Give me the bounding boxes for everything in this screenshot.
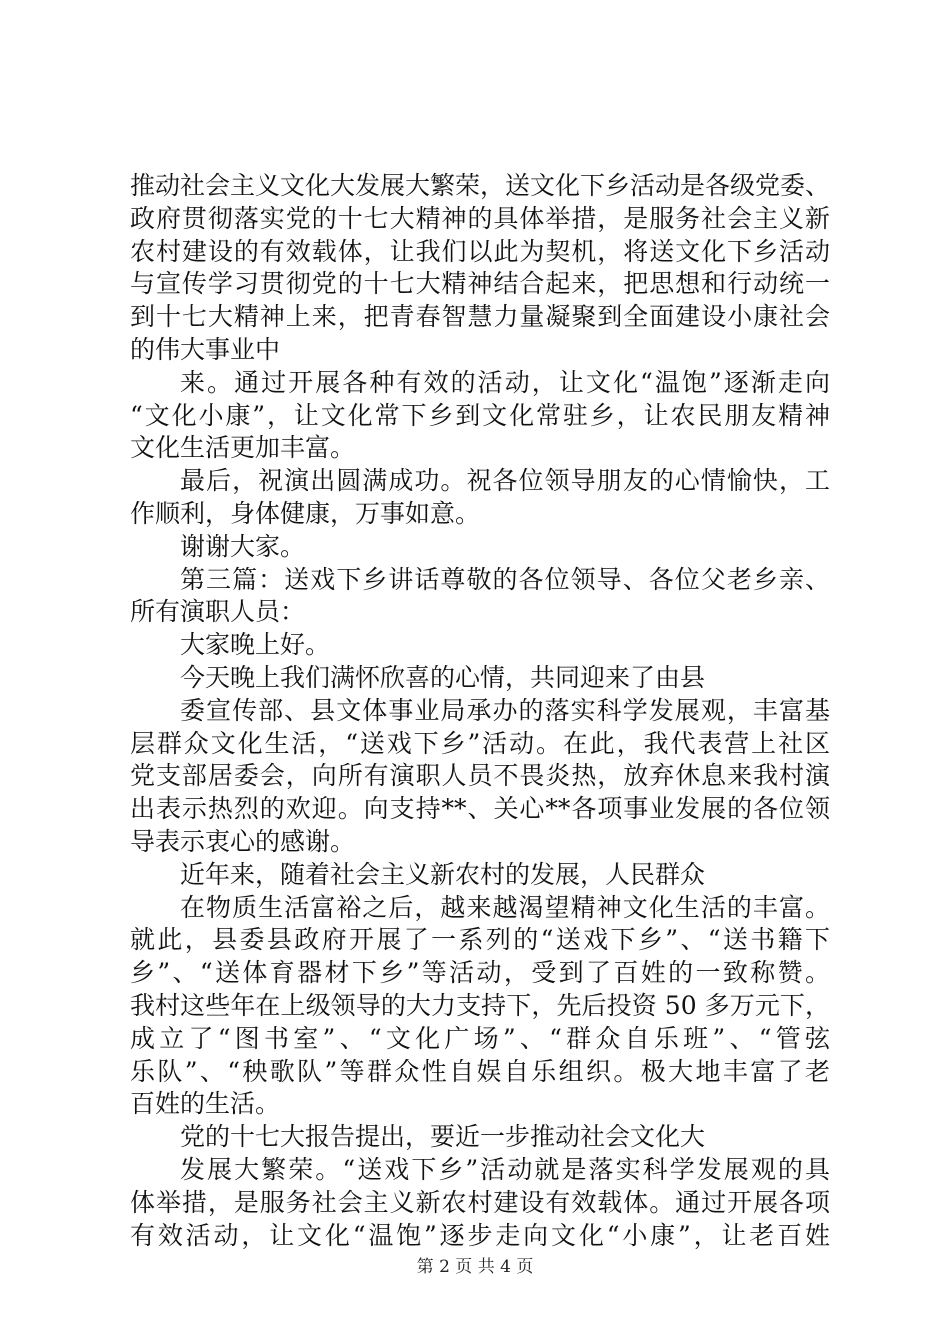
text-line: 文化生活更加丰富。: [130, 433, 356, 463]
text-line: 在物质生活富裕之后，越来越渴望精神文化生活的丰富。: [180, 892, 830, 922]
page-footer: 第 2 页 共 4 页: [416, 1257, 534, 1277]
text-line: 出表示热烈的欢迎。向支持**、关心**各项事业发展的各位领: [130, 794, 830, 824]
text-line: 百姓的生活。: [130, 1089, 281, 1119]
text-line: 近年来，随着社会主义新农村的发展，人民群众: [180, 859, 706, 889]
text-line: 的伟大事业中: [130, 334, 281, 364]
text-line: 我村这些年在上级领导的大力支持下，先后投资 50 多万元下，: [130, 990, 830, 1020]
text-line: 导表示衷心的感谢。: [130, 826, 356, 856]
text-line: 有效活动，让文化“温饱”逐步走向文化“小康”，让老百姓: [130, 1220, 830, 1250]
text-line: 就此，县委县政府开展了一系列的“送戏下乡”、“送书籍下: [130, 925, 830, 955]
text-line: 推动社会主义文化大发展大繁荣，送文化下乡活动是各级党委、: [130, 171, 830, 200]
text-line: 体举措，是服务社会主义新农村建设有效载体。通过开展各项: [130, 1187, 830, 1217]
text-line: 最后，祝演出圆满成功。祝各位领导朋友的心情愉快，工: [180, 466, 830, 496]
text-line: “文化小康”，让文化常下乡到文化常驻乡，让农民朋友精神: [130, 400, 830, 430]
text-line: 党支部居委会，向所有演职人员不畏炎热，放弃休息来我村演: [130, 761, 830, 791]
text-line: 所有演职人员：: [130, 597, 306, 627]
text-line: 作顺利，身体健康，万事如意。: [130, 498, 481, 528]
text-line: 政府贯彻落实党的十七大精神的具体举措，是服务社会主义新: [130, 203, 830, 233]
text-line: 今天晚上我们满怀欣喜的心情，共同迎来了由县: [180, 662, 706, 692]
text-line: 谢谢大家。: [180, 531, 306, 561]
text-line: 第三篇：送戏下乡讲话尊敬的各位领导、各位父老乡亲、: [180, 564, 830, 594]
text-line: 来。通过开展各种有效的活动，让文化“温饱”逐渐走向: [180, 367, 830, 397]
document-body: [130, 170, 830, 1252]
text-line: 党的十七大报告提出，要近一步推动社会文化大: [180, 1122, 706, 1152]
text-line: 与宣传学习贯彻党的十七大精神结合起来，把思想和行动统一: [130, 269, 830, 299]
text-line: 委宣传部、县文体事业局承办的落实科学发展观，丰富基: [180, 695, 830, 725]
text-line: 农村建设的有效载体，让我们以此为契机，将送文化下乡活动: [130, 236, 830, 266]
text-line: 到十七大精神上来，把青春智慧力量凝聚到全面建设小康社会: [130, 302, 830, 332]
text-line: 大家晚上好。: [180, 630, 331, 660]
text-line: 乐队”、“秧歌队”等群众性自娱自乐组织。极大地丰富了老: [130, 1056, 830, 1086]
text-line: 成立了“图书室”、“文化广场”、“群众自乐班”、“管弦: [130, 1023, 830, 1053]
text-line: 乡”、“送体育器材下乡”等活动，受到了百姓的一致称赞。: [130, 958, 830, 988]
text-line: 发展大繁荣。“送戏下乡”活动就是落实科学发展观的具: [180, 1154, 830, 1184]
text-line: 层群众文化生活，“送戏下乡”活动。在此，我代表营上社区: [130, 728, 830, 758]
